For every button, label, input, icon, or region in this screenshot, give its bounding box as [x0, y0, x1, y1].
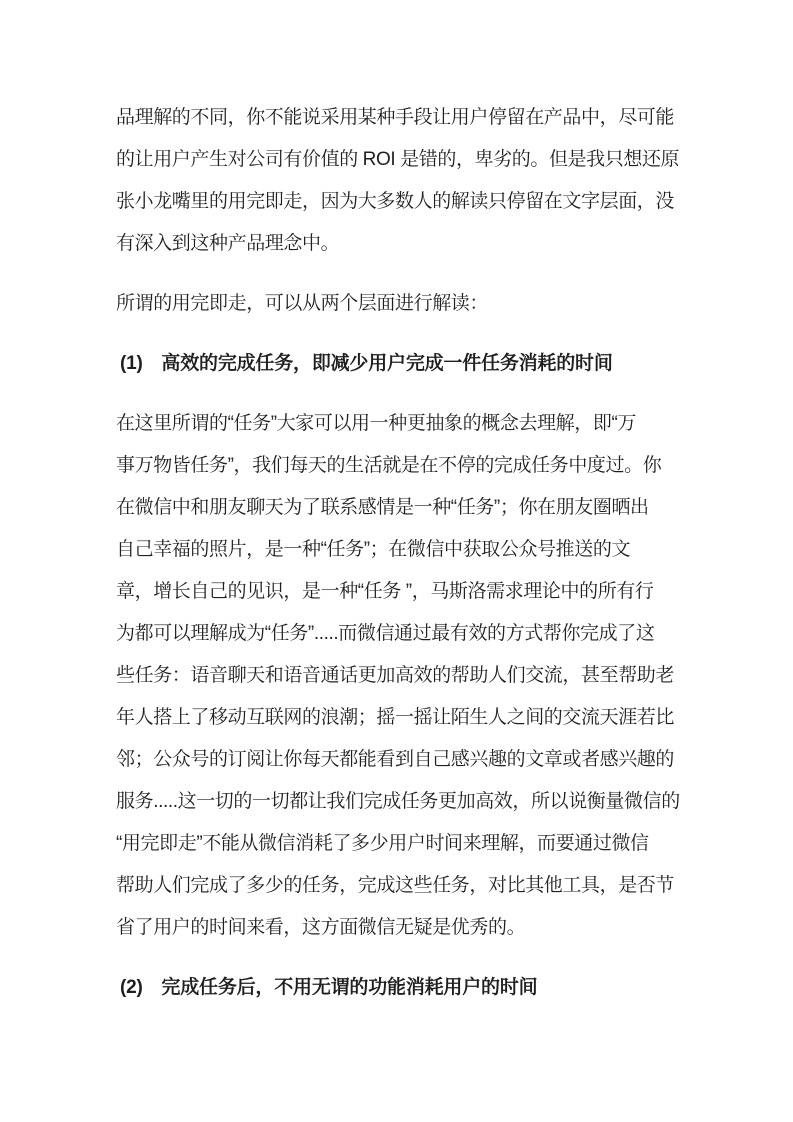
text-line: (2) 完成任务后，不用无谓的功能消耗用户的时间	[120, 977, 538, 998]
text-line: 在这里所谓的“任务”大家可以用一种更抽象的概念去理解，即“万	[116, 413, 636, 434]
text-line: 自己幸福的照片，是一种“任务”；在微信中获取公众号推送的文	[116, 539, 631, 560]
text-line: 品理解的不同，你不能说采用某种手段让用户停留在产品中，尽可能	[116, 107, 675, 128]
text-line: “用完即走”不能从微信消耗了多少用户时间来理解，而要通过微信	[116, 833, 649, 854]
section-heading-1	[116, 343, 677, 385]
paragraph-2	[116, 283, 677, 325]
text-line: 帮助人们完成了多少的任务，完成这些任务，对比其他工具，是否节	[116, 875, 675, 896]
text-line: 在微信中和朋友聊天为了联系感情是一种“任务”；你在朋友圈晒出	[116, 497, 649, 518]
text-line: 所谓的用完即走，可以从两个层面进行解读：	[116, 293, 489, 314]
text-line: 为都可以理解成为“任务”.....而微信通过最有效的方式帮你完成了这	[116, 623, 655, 644]
text-line: (1) 高效的完成任务，即减少用户完成一件任务消耗的时间	[120, 353, 613, 374]
paragraph-1	[116, 97, 680, 265]
text-line: 张小龙嘴里的用完即走，因为大多数人的解读只停留在文字层面，没	[116, 191, 675, 212]
text-line: 邻；公众号的订阅让你每天都能看到自己感兴趣的文章或者感兴趣的	[116, 749, 675, 770]
text-line: 的让用户产生对公司有价值的 ROI 是错的，卑劣的。但是我只想还原	[116, 149, 680, 170]
text-line: 省了用户的时间来看，这方面微信无疑是优秀的。	[116, 917, 526, 938]
text-line: 服务.....这一切的一切都让我们完成任务更加高效，所以说衡量微信的	[116, 791, 680, 812]
text-line: 章，增长自己的见识，是一种“任务 ”，马斯洛需求理论中的所有行	[116, 581, 654, 602]
paragraph-3	[116, 403, 680, 949]
section-heading-2	[116, 967, 677, 1009]
text-line: 有深入到这种产品理念中。	[116, 233, 340, 254]
document-content	[116, 97, 680, 1027]
text-line: 些任务：语音聊天和语音通话更加高效的帮助人们交流，甚至帮助老	[116, 665, 675, 686]
text-line: 事万物皆任务”，我们每天的生活就是在不停的完成任务中度过。你	[116, 455, 662, 476]
text-line: 年人搭上了移动互联网的浪潮；摇一摇让陌生人之间的交流天涯若比	[116, 707, 675, 728]
